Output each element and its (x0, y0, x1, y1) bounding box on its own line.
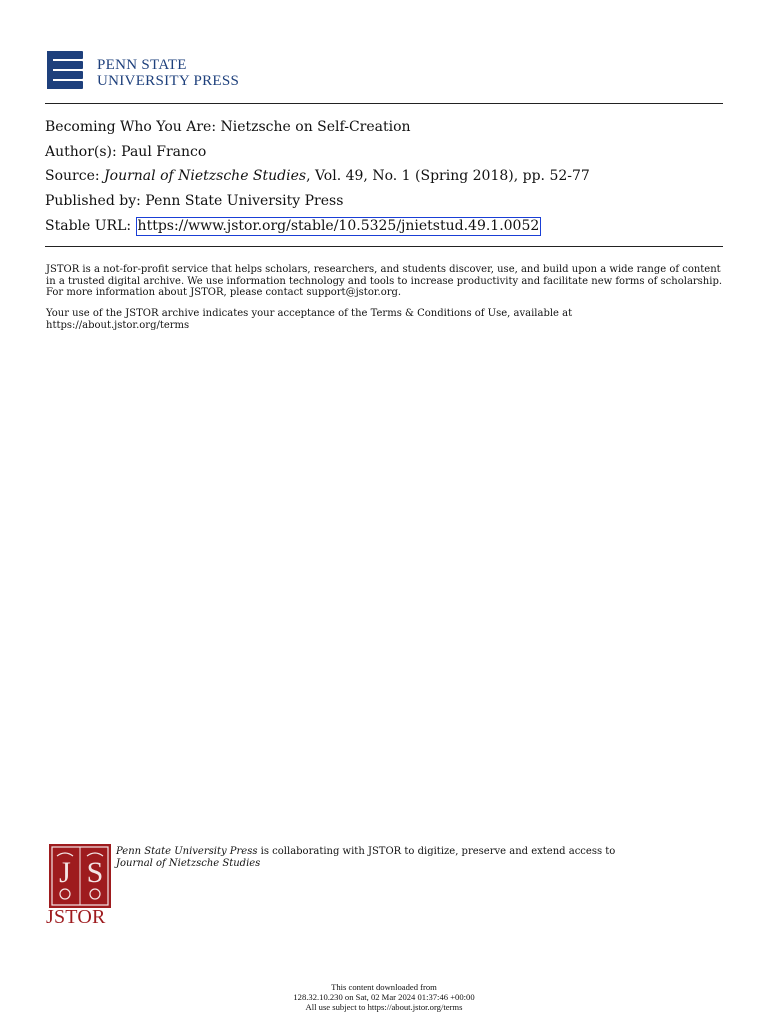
logo-line-1: PENN STATE (97, 57, 187, 73)
stable-url-line (45, 218, 541, 235)
author-line (45, 144, 206, 161)
svg-text:J: J (59, 856, 71, 889)
author-name: Paul Franco (121, 144, 207, 160)
footer-line-1: This content downloaded from (331, 982, 437, 992)
author-label: Author(s): (45, 144, 122, 160)
stable-url-label: Stable URL: (45, 218, 136, 234)
middle-divider (45, 246, 723, 247)
footer-line-3: All use subject to https://about.jstor.org/terms (305, 1002, 463, 1012)
jstor-info-paragraph: JSTOR is a not-for-profit service that helps scholars, researchers, and students discover, use, and build upon a wide range of content in a trusted digital archive. We use information technology and tools to increase productivity and facilitate new forms of scholarship. For more information about JSTOR, please contact support@jstor.org. (46, 264, 723, 299)
collab-publisher: Penn State University Press (116, 846, 258, 857)
source-details: , Vol. 49, No. 1 (Spring 2018), pp. 52-77 (306, 168, 590, 184)
top-divider (45, 103, 723, 104)
source-journal: Journal of Nietzsche Studies (104, 168, 307, 184)
collab-journal: Journal of Nietzsche Studies (116, 857, 261, 869)
publisher-logo-text (97, 57, 239, 89)
published-label: Published by: (45, 193, 146, 209)
collab-statement: is collaborating with JSTOR to digitize, preserve and extend access to (257, 846, 616, 857)
download-footer (0, 982, 768, 1012)
terms-paragraph: Your use of the JSTOR archive indicates your acceptance of the Terms & Conditions of Use, available at https://about.jstor.org/terms (46, 308, 573, 331)
penn-state-logo-icon (47, 51, 83, 89)
footer-line-2: 128.32.10.230 on Sat, 02 Mar 2024 01:37:46 +00:00 (293, 992, 475, 1002)
publisher-name: Penn State University Press (145, 193, 344, 209)
source-line (45, 168, 590, 185)
svg-text:S: S (86, 856, 104, 889)
jstor-wordmark: JSTOR (46, 906, 106, 928)
stable-url-link[interactable]: https://www.jstor.org/stable/10.5325/jnietstud.49.1.0052 (137, 218, 540, 234)
source-label: Source: (45, 168, 105, 184)
logo-line-2: UNIVERSITY PRESS (97, 73, 240, 89)
article-title: Becoming Who You Are: Nietzsche on Self-Creation (45, 119, 411, 135)
published-line (45, 193, 343, 210)
collaboration-text (116, 846, 716, 869)
jstor-seal-icon (49, 844, 111, 908)
